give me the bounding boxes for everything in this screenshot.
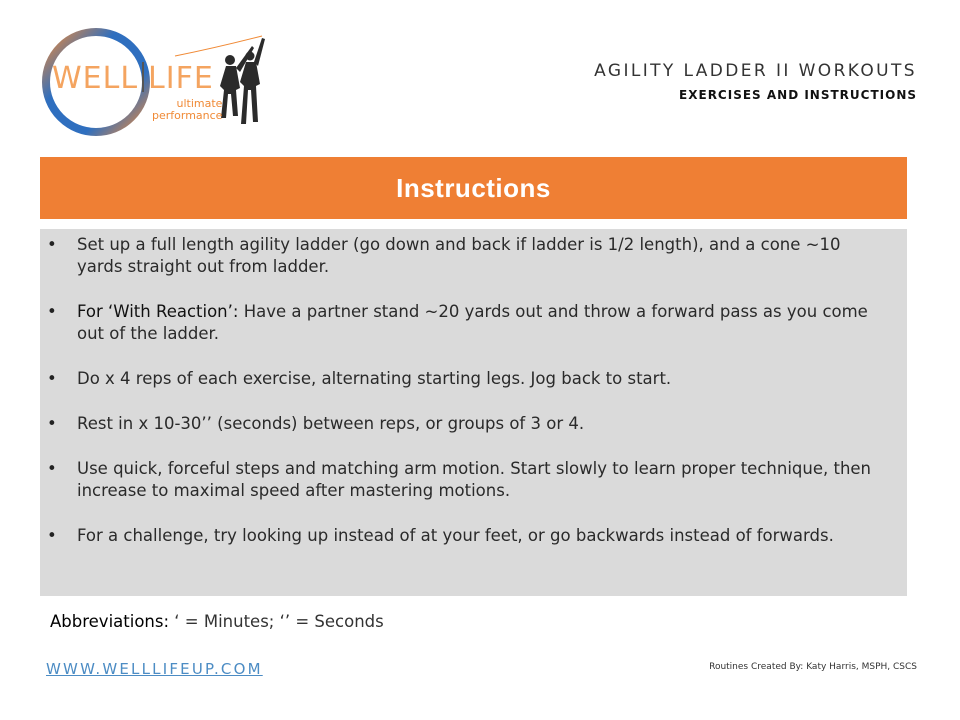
page-subtitle: EXERCISES AND INSTRUCTIONS bbox=[679, 88, 917, 102]
logo-divider bbox=[142, 62, 144, 92]
abbreviations-label: Abbreviations: bbox=[50, 612, 170, 631]
list-item-text: For a challenge, try looking up instead of at your feet, or go backwards instead of forwards. bbox=[77, 526, 834, 545]
welllife-logo bbox=[40, 26, 270, 138]
section-title: Instructions bbox=[396, 172, 551, 203]
author-credit: Routines Created By: Katy Harris, MSPH, CSCS bbox=[709, 662, 917, 672]
list-item-text: Rest in x 10-30’’ (seconds) between reps, or groups of 3 or 4. bbox=[77, 414, 585, 433]
list-item bbox=[40, 413, 887, 435]
list-item-lead: For ‘With Reaction’: bbox=[77, 302, 239, 321]
athletes-silhouette-icon bbox=[220, 38, 265, 124]
list-item-text: Do x 4 reps of each exercise, alternating starting legs. Jog back to start. bbox=[77, 369, 672, 388]
list-item-text: Have a partner stand ~20 yards out and throw a forward pass as you come out of the ladder. bbox=[77, 302, 868, 343]
list-item-text: Use quick, forceful steps and matching arm motion. Start slowly to learn proper technique, then increase to maximal speed after mastering motions. bbox=[77, 459, 872, 500]
website-link[interactable]: WWW.WELLLIFEUP.COM bbox=[46, 660, 263, 678]
instructions-list bbox=[40, 229, 907, 547]
logo-tagline-line1: ultimate bbox=[176, 97, 223, 110]
logo-wordmark bbox=[52, 62, 214, 94]
list-item-text: Set up a full length agility ladder (go down and back if ladder is 1/2 length), and a cone ~10 yards straight out from ladder. bbox=[77, 235, 841, 276]
abbreviations-text: ‘ = Minutes; ‘’ = Seconds bbox=[169, 612, 384, 631]
logo-tagline-line2: performance bbox=[152, 109, 223, 122]
list-item bbox=[40, 234, 887, 278]
abbreviations-note bbox=[50, 612, 384, 631]
logo-tagline bbox=[152, 98, 222, 122]
list-item bbox=[40, 525, 887, 547]
list-item bbox=[40, 301, 887, 345]
page-title: AGILITY LADDER II WORKOUTS bbox=[594, 61, 917, 81]
section-banner bbox=[40, 157, 907, 219]
logo-word-well: WELL bbox=[52, 61, 139, 96]
instructions-panel bbox=[40, 229, 907, 596]
logo-word-life: LIFE bbox=[148, 61, 214, 96]
list-item bbox=[40, 458, 887, 502]
list-item bbox=[40, 368, 887, 390]
